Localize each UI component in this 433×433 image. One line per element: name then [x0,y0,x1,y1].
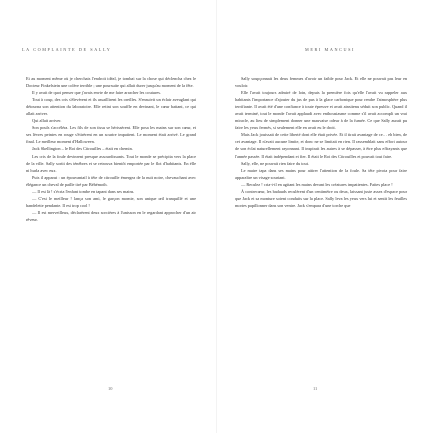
paragraph: Qui allait arriver. [32,118,62,124]
right-running-head: MERI MANCUSI [305,47,356,52]
paragraph: Elle l'avait toujours admiré de loin, depuis la première fois qu'elle l'avait vu rappeler aux habitants l'importance d'ajouter du jus de pus à la glace carbonique pour rendre l'atmosphère plus terrifiante. Il avait été d'une confiance à toute épreuve et avait ainsitenu séduit son public. Quand il avait terminé, tout le monde l'avait applaudi avec enthousiasme comme s'il avait accompli un vrai miracle, au lieu de simplement donner une mauvaise odeur à de la fumée. Ce que Sally aurait pu faire les yeux fermés, si seulement elle en avait eu le droit. [235,90,407,131]
paragraph: Sally soupçonnait les deux femmes d'avoir un faible pour Jack. Et elle ne pouvait pas leur en vouloir. [235,76,407,89]
paragraph: Sally, elle, ne pouvait rien faire du tout. [241,160,309,166]
paragraph: — Il est merveilleux, déclarèrent deux sorcières à l'unisson en le regardant approcher d'un air rêveur. [26,209,196,222]
paragraph: Les cris de la foule devinrent presque assourdissants. Tout le monde se précipita vers la place de la ville. Sally sortit des ténèbres et se retrouva bientôt emportée par le flot d'habitants. En élle ni hurla avec eux. [26,153,196,173]
paragraph: Mais Jack jouissait de cette liberté dont elle était privée. Et il tirait avantage de ce… eh bien, de cet avantage. Il n'avait aucune limite, et donc ne se limitait en rien. Il rassemblait sans effort autour de son éclat naturellement rayonnant. Il inspirait les autres à se dépasser, à être plus effrayants que l'année passée. Il était indépendant et fier. Il était le Roi des Citrouilles et pouvait tout faire. [235,132,407,159]
left-running-head: LA COMPLAINTE DE SALLY [22,47,112,52]
left-body-text [26,75,196,223]
paragraph: Jack Skellington – le Roi des Citrouilles – était en chemin. [32,146,133,152]
left-page [0,0,216,433]
right-page [217,0,433,433]
paragraph: Tout à coup, des cris s'élevèrent et ils assaillirent les oreilles. S'ensuivit un éclair aveuglant qui détourna son attention du laboratoire. Elle retint son souffle en devinant, le cœur battant, ce qui allait arriver. [26,97,196,117]
paragraph: Puis il apparut : un épouvantail à tête de citrouille émergea de la nuit noire, chevauchant avec élégance un cheval de paille tiré par Béhémoth. [26,174,196,187]
paragraph: À contrecœur, les badauds reculèrent d'un centimètre ou deux, laissant juste assez d'espace pour que Jack et sa monture soient conduits sur la place. Sally leva les yeux vers lui et sentit les feuilles mortes papillonner dans son ventre. Jack s'empara d'une torche que [235,188,407,208]
paragraph: — Il est là ! s'écria l'enfant tombe en tapant dans ses mains. [32,188,135,194]
right-body-text [235,75,407,209]
paragraph: — C'est le meilleur ! lança son ami, le garçon momie, son unique œil tranquillé et une bandelette pendante. Il est trop cool ! [26,195,196,208]
paragraph: Son pouls s'accéléra. Les fils de son tissu se hérissèrent. Elle posa les mains sur son cœur, et ses lèvres peintes en rouge s'étirèrent en un sourire impatient. Le moment était arrivé. Le grand final. Le meilleur moment d'Halloween. [26,125,196,145]
left-page-number: 10 [108,386,113,391]
paragraph: Il y avait de quoi penser que j'avais envie de me faire arracher les coutures. [32,90,162,96]
paragraph: Et au moment même où je cherchais l'endroit idéal, je tombai sur la chose qui déclencha chez le Docteur Finkelstein une colère terrible ; une poursuite qui allait durer jusqu'au moment de la fête. [26,76,196,89]
paragraph: Le maire tapa dans ses mains pour attirer l'attention de la foule. Sa tête pivota pour faire apparaître un visage souriant. [235,167,407,180]
paragraph: — Reculez ! cria-t-il en agitant les mains devant les créatures impatientes. Faites place ! [241,181,393,187]
right-page-number: 11 [313,386,318,391]
